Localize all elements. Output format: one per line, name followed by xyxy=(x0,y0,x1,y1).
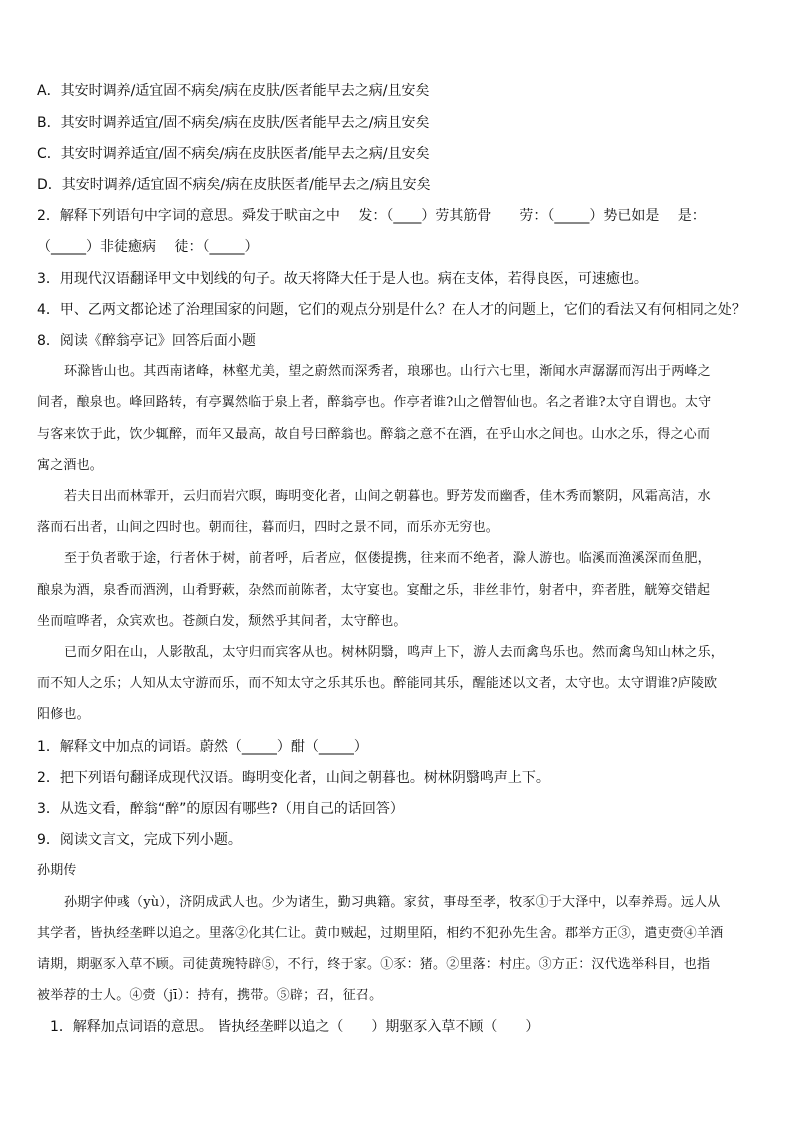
passage-1-line-2: 间者，酿泉也。峰回路转，有亭翼然临于泉上者，醉翁亭也。作亭者谁?山之僧智仙也。名之者谁?太守自谓也。太守 xyxy=(37,395,712,410)
passage-1-line-1: 环滁皆山也。其西南诸峰，林壑尤美，望之蔚然而深秀者，琅琊也。山行六七里，渐闻水声潺潺而泻出于两峰之 xyxy=(64,364,711,379)
passage-4-line-2: 而不知人之乐；人知从太守游而乐，而不知太守之乐其乐也。醉能同其乐，醒能述以文者，太守也。太守谓谁?庐陵欧 xyxy=(37,676,718,691)
option-d: D．其安时调养/适宜固不病矣/病在皮肤医者/能早去之/病且安矣 xyxy=(37,177,431,193)
passage-5-heading: 孙期传 xyxy=(37,863,77,878)
passage-1-line-3: 与客来饮于此，饮少辄醉，而年又最高，故自号曰醉翁也。醉翁之意不在酒，在乎山水之间也。山水之乐，得之心而 xyxy=(37,427,711,442)
option-a: A．其安时调养/适宜固不病矣/病在皮肤/医者能早去之病/且安矣 xyxy=(37,83,430,99)
passage-2-line-1: 若夫日出而林霏开，云归而岩穴暝，晦明变化者，山间之朝暮也。野芳发而幽香，佳木秀而繁阴，风霜高洁，水 xyxy=(64,489,711,504)
passage-5-line-3: 请期，期驱豕入草不顾。司徒黄琬特辟⑤，不行，终于家。①豕：猪。②里落：村庄。③方正：汉代选举科目，也指 xyxy=(37,957,711,972)
question-4: 4．甲、乙两文都论述了治理国家的问题，它们的观点分别是什么？在人才的问题上，它们的看法又有何相同之处？ xyxy=(37,302,746,318)
passage-4-line-3: 阳修也。 xyxy=(37,707,90,722)
passage-5-line-1: 孙期字仲彧（yù），济阴成武人也。少为诸生，勤习典籍。家贫，事母至孝，牧豕①于大泽中，以奉养焉。远人从 xyxy=(64,895,721,910)
passage-4-line-1: 已而夕阳在山，人影散乱，太守归而宾客从也。树林阴翳，鸣声上下，游人去而禽鸟乐也。然而禽鸟知山林之乐， xyxy=(64,645,725,660)
passage-2-line-2: 落而石出者，山间之四时也。朝而往，暮而归，四时之景不同，而乐亦无穷也。 xyxy=(37,520,500,535)
option-b: B．其安时调养适宜/固不病矣/病在皮肤/医者能早去之/病且安矣 xyxy=(37,115,430,131)
question-8-sub-2: 2．把下列语句翻译成现代汉语。晦明变化者，山间之朝暮也。树林阴翳鸣声上下。 xyxy=(37,770,550,786)
question-8-sub-1: 1．解释文中加点的词语。蔚然（_____）酣（_____） xyxy=(37,739,368,755)
question-9-title: 9．阅读文言文，完成下列小题。 xyxy=(37,832,242,848)
question-2-line-1: 2．解释下列语句中字词的意思。舜发于畎亩之中 发：（____）劳其筋骨 劳：（_____）势已如是 是： xyxy=(37,208,706,224)
question-8-sub-3: 3．从选文看，醉翁“醉”的原因有哪些?（用自己的话回答） xyxy=(37,801,404,817)
question-2-line-2: （_____）非徒癒病 徒：（_____） xyxy=(37,239,259,255)
question-8-title: 8．阅读《醉翁亭记》回答后面小题 xyxy=(37,333,256,349)
passage-3-line-3: 坐而喧哗者，众宾欢也。苍颜白发，颓然乎其间者，太守醉也。 xyxy=(37,614,407,629)
question-3: 3．用现代汉语翻译甲文中划线的句子。故天将降大任于是人也。病在支体，若得良医，可速癒也。 xyxy=(37,271,648,287)
option-c: C．其安时调养适宜/固不病矣/病在皮肤医者/能早去之病/且安矣 xyxy=(37,146,430,162)
passage-1-line-4: 寓之酒也。 xyxy=(37,458,104,473)
passage-5-line-4: 被举荐的士人。④赍（jī）：持有，携带。⑤辟；召，征召。 xyxy=(37,988,383,1003)
question-9-sub-1: 1．解释加点词语的意思。 皆执经垄畔以追之（ ）期驱豕入草不顾（ ） xyxy=(50,1019,540,1035)
passage-3-line-1: 至于负者歌于途，行者休于树，前者呼，后者应，伛偻提携，往来而不绝者，滁人游也。临溪而渔溪深而鱼肥， xyxy=(64,551,711,566)
passage-5-line-2: 其学者，皆执经垄畔以追之。里落②化其仁让。黄巾贼起，过期里陌，相约不犯孙先生舍。郡举方正③，遣吏赍④羊酒 xyxy=(37,926,724,941)
passage-3-line-2: 酿泉为酒，泉香而酒洌，山肴野蔌，杂然而前陈者，太守宴也。宴酣之乐，非丝非竹，射者中，弈者胜，觥筹交错起 xyxy=(37,583,711,598)
